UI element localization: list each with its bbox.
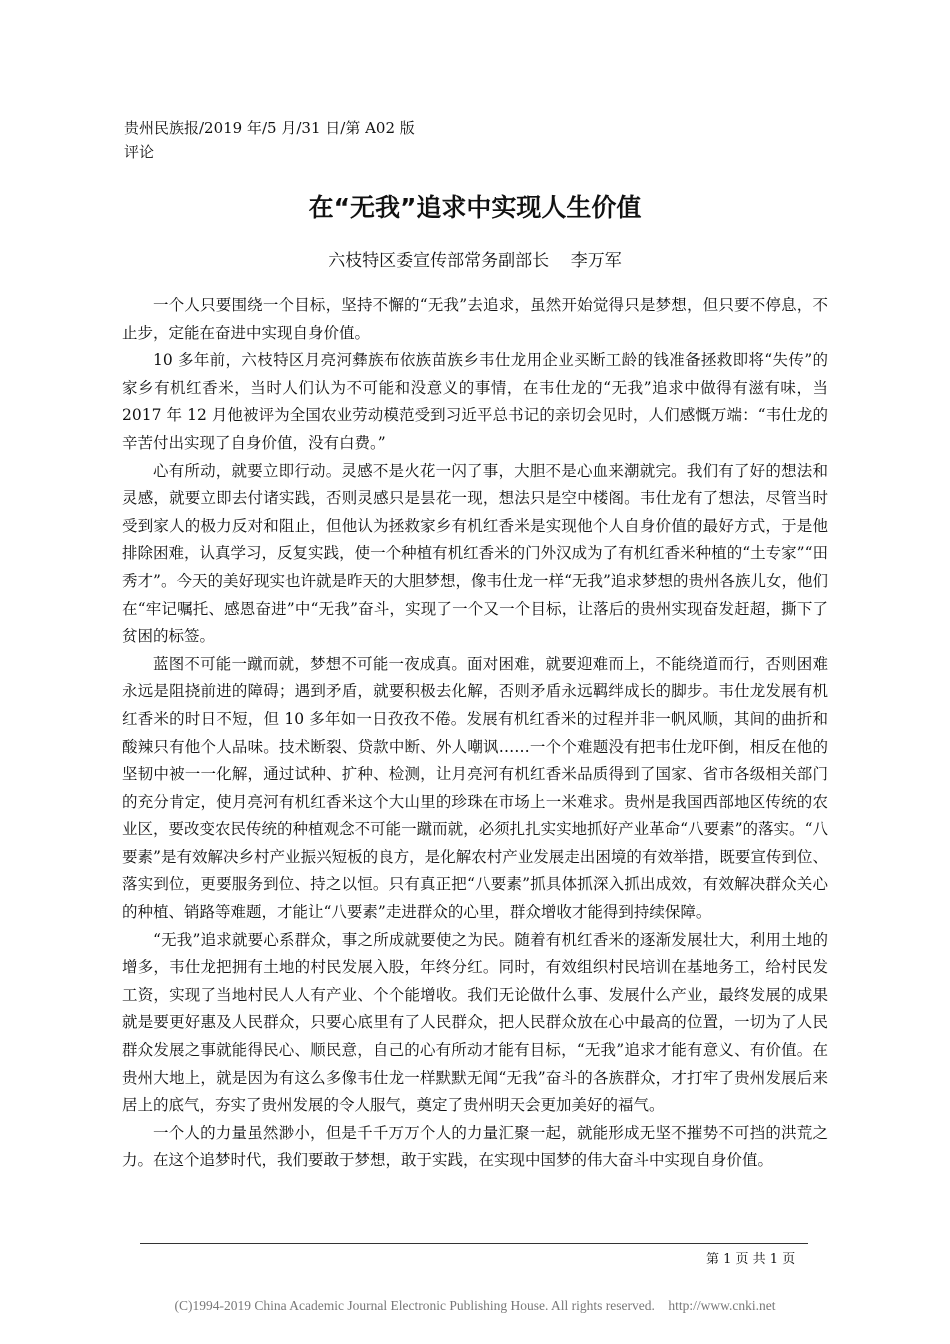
article-author: 六枝特区委宣传部常务副部长 李万军 xyxy=(328,251,622,271)
paragraph: “无我”追求就要心系群众，事之所成就要使之为民。随着有机红香米的逐渐发展壮大，利用土地的增多，韦仕龙把拥有土地的村民发展入股，年终分红。同时，有效组织村民培训在基地务工，给村民发工资，实现了当地村民人人有产业、个个能增收。我们无论做什么事、发展什么产业，最终发展的成果就是要更好惠及人民群众，只要心底里有了人民群众，把人民群众放在心中最高的位置，一切为了人民群众发展之事就能得民心、顺民意，自己的心有所动才能有目标，“无我”追求才能有意义、有价值。在贵州大地上，就是因为有这么多像韦仕龙一样默默无闻“无我”奋斗的各族群众，才打牢了贵州发展后来居上的底气，夯实了贵州发展的令人服气，奠定了贵州明天会更加美好的福气。 xyxy=(122,930,828,1115)
paragraph: 心有所动，就要立即行动。灵感不是火花一闪了事，大胆不是心血来潮就完。我们有了好的想法和灵感，就要立即去付诸实践，否则灵感只是昙花一现，想法只是空中楼阁。韦仕龙有了想法，尽管当时受到家人的极力反对和阻止，但他认为拯救家乡有机红香米是实现他个人自身价值的最好方式，于是他排除困难，认真学习，反复实践，使一个种植有机红香米的门外汉成为了有机红香米种植的“土专家”“田秀才”。今天的美好现实也许就是昨天的大胆梦想，像韦仕龙一样“无我”追求梦想的贵州各族儿女，他们在“牢记嘱托、感恩奋进”中“无我”奋斗，实现了一个又一个目标，让落后的贵州实现奋发赶超，撕下了贫困的标签。 xyxy=(122,461,828,646)
section-label: 评论 xyxy=(124,143,155,161)
copyright-footer: (C)1994-2019 China Academic Journal Electronic Publishing House. All rights reserved. http://www.cnki.net xyxy=(174,1298,776,1313)
article-body xyxy=(122,292,828,1175)
footer-divider xyxy=(140,1243,808,1244)
paragraph: 一个人的力量虽然渺小，但是千千万万个人的力量汇聚一起，就能形成无坚不摧势不可挡的洪荒之力。在这个追梦时代，我们要敢于梦想，敢于实践，在实现中国梦的伟大奋斗中实现自身价值。 xyxy=(122,1123,828,1170)
page-number: 第 1 页 共 1 页 xyxy=(706,1252,796,1267)
paragraph: 10 多年前，六枝特区月亮河彝族布依族苗族乡韦仕龙用企业买断工龄的钱准备拯救即将“失传”的家乡有机红香米，当时人们认为不可能和没意义的事情，在韦仕龙的“无我”追求中做得有滋有味，当 2017 年 12 月他被评为全国农业劳动模范受到习近平总书记的亲切会见时，人们感慨万端：“韦仕龙的辛苦付出实现了自身价值，没有白费。” xyxy=(122,351,828,452)
source-line: 贵州民族报/2019 年/5 月/31 日/第 A02 版 xyxy=(124,119,415,137)
paragraph: 一个人只要围绕一个目标，坚持不懈的“无我”去追求，虽然开始觉得只是梦想，但只要不停息，不止步，定能在奋进中实现自身价值。 xyxy=(122,296,828,342)
paragraph: 蓝图不可能一蹴而就，梦想不可能一夜成真。面对困难，就要迎难而上，不能绕道而行，否则困难永远是阻挠前进的障碍；遇到矛盾，就要积极去化解，否则矛盾永远羁绊成长的脚步。韦仕龙发展有机红香米的时日不短，但 10 多年如一日孜孜不倦。发展有机红香米的过程并非一帆风顺，其间的曲折和酸辣只有他个人品味。技术断裂、贷款中断、外人嘲讽……一个个难题没有把韦仕龙吓倒，相反在他的坚韧中被一一化解，通过试种、扩种、检测，让月亮河有机红香米品质得到了国家、省市各级相关部门的充分肯定，使月亮河有机红香米这个大山里的珍珠在市场上一米难求。贵州是我国西部地区传统的农业区，要改变农民传统的种植观念不可能一蹴而就，必须扎扎实实地抓好产业革命“八要素”的落实。“八要素”是有效解决乡村产业振兴短板的良方，是化解农村产业发展走出困境的有效举措，既要宣传到位、落实到位，更要服务到位、持之以恒。只有真正把“八要素”抓具体抓深入抓出成效，有效解决群众关心的种植、销路等难题，才能让“八要素”走进群众的心里，群众增收才能得到持续保障。 xyxy=(122,654,828,922)
article-title: 在“无我”追求中实现人生价值 xyxy=(308,193,642,222)
source-meta xyxy=(124,116,415,164)
